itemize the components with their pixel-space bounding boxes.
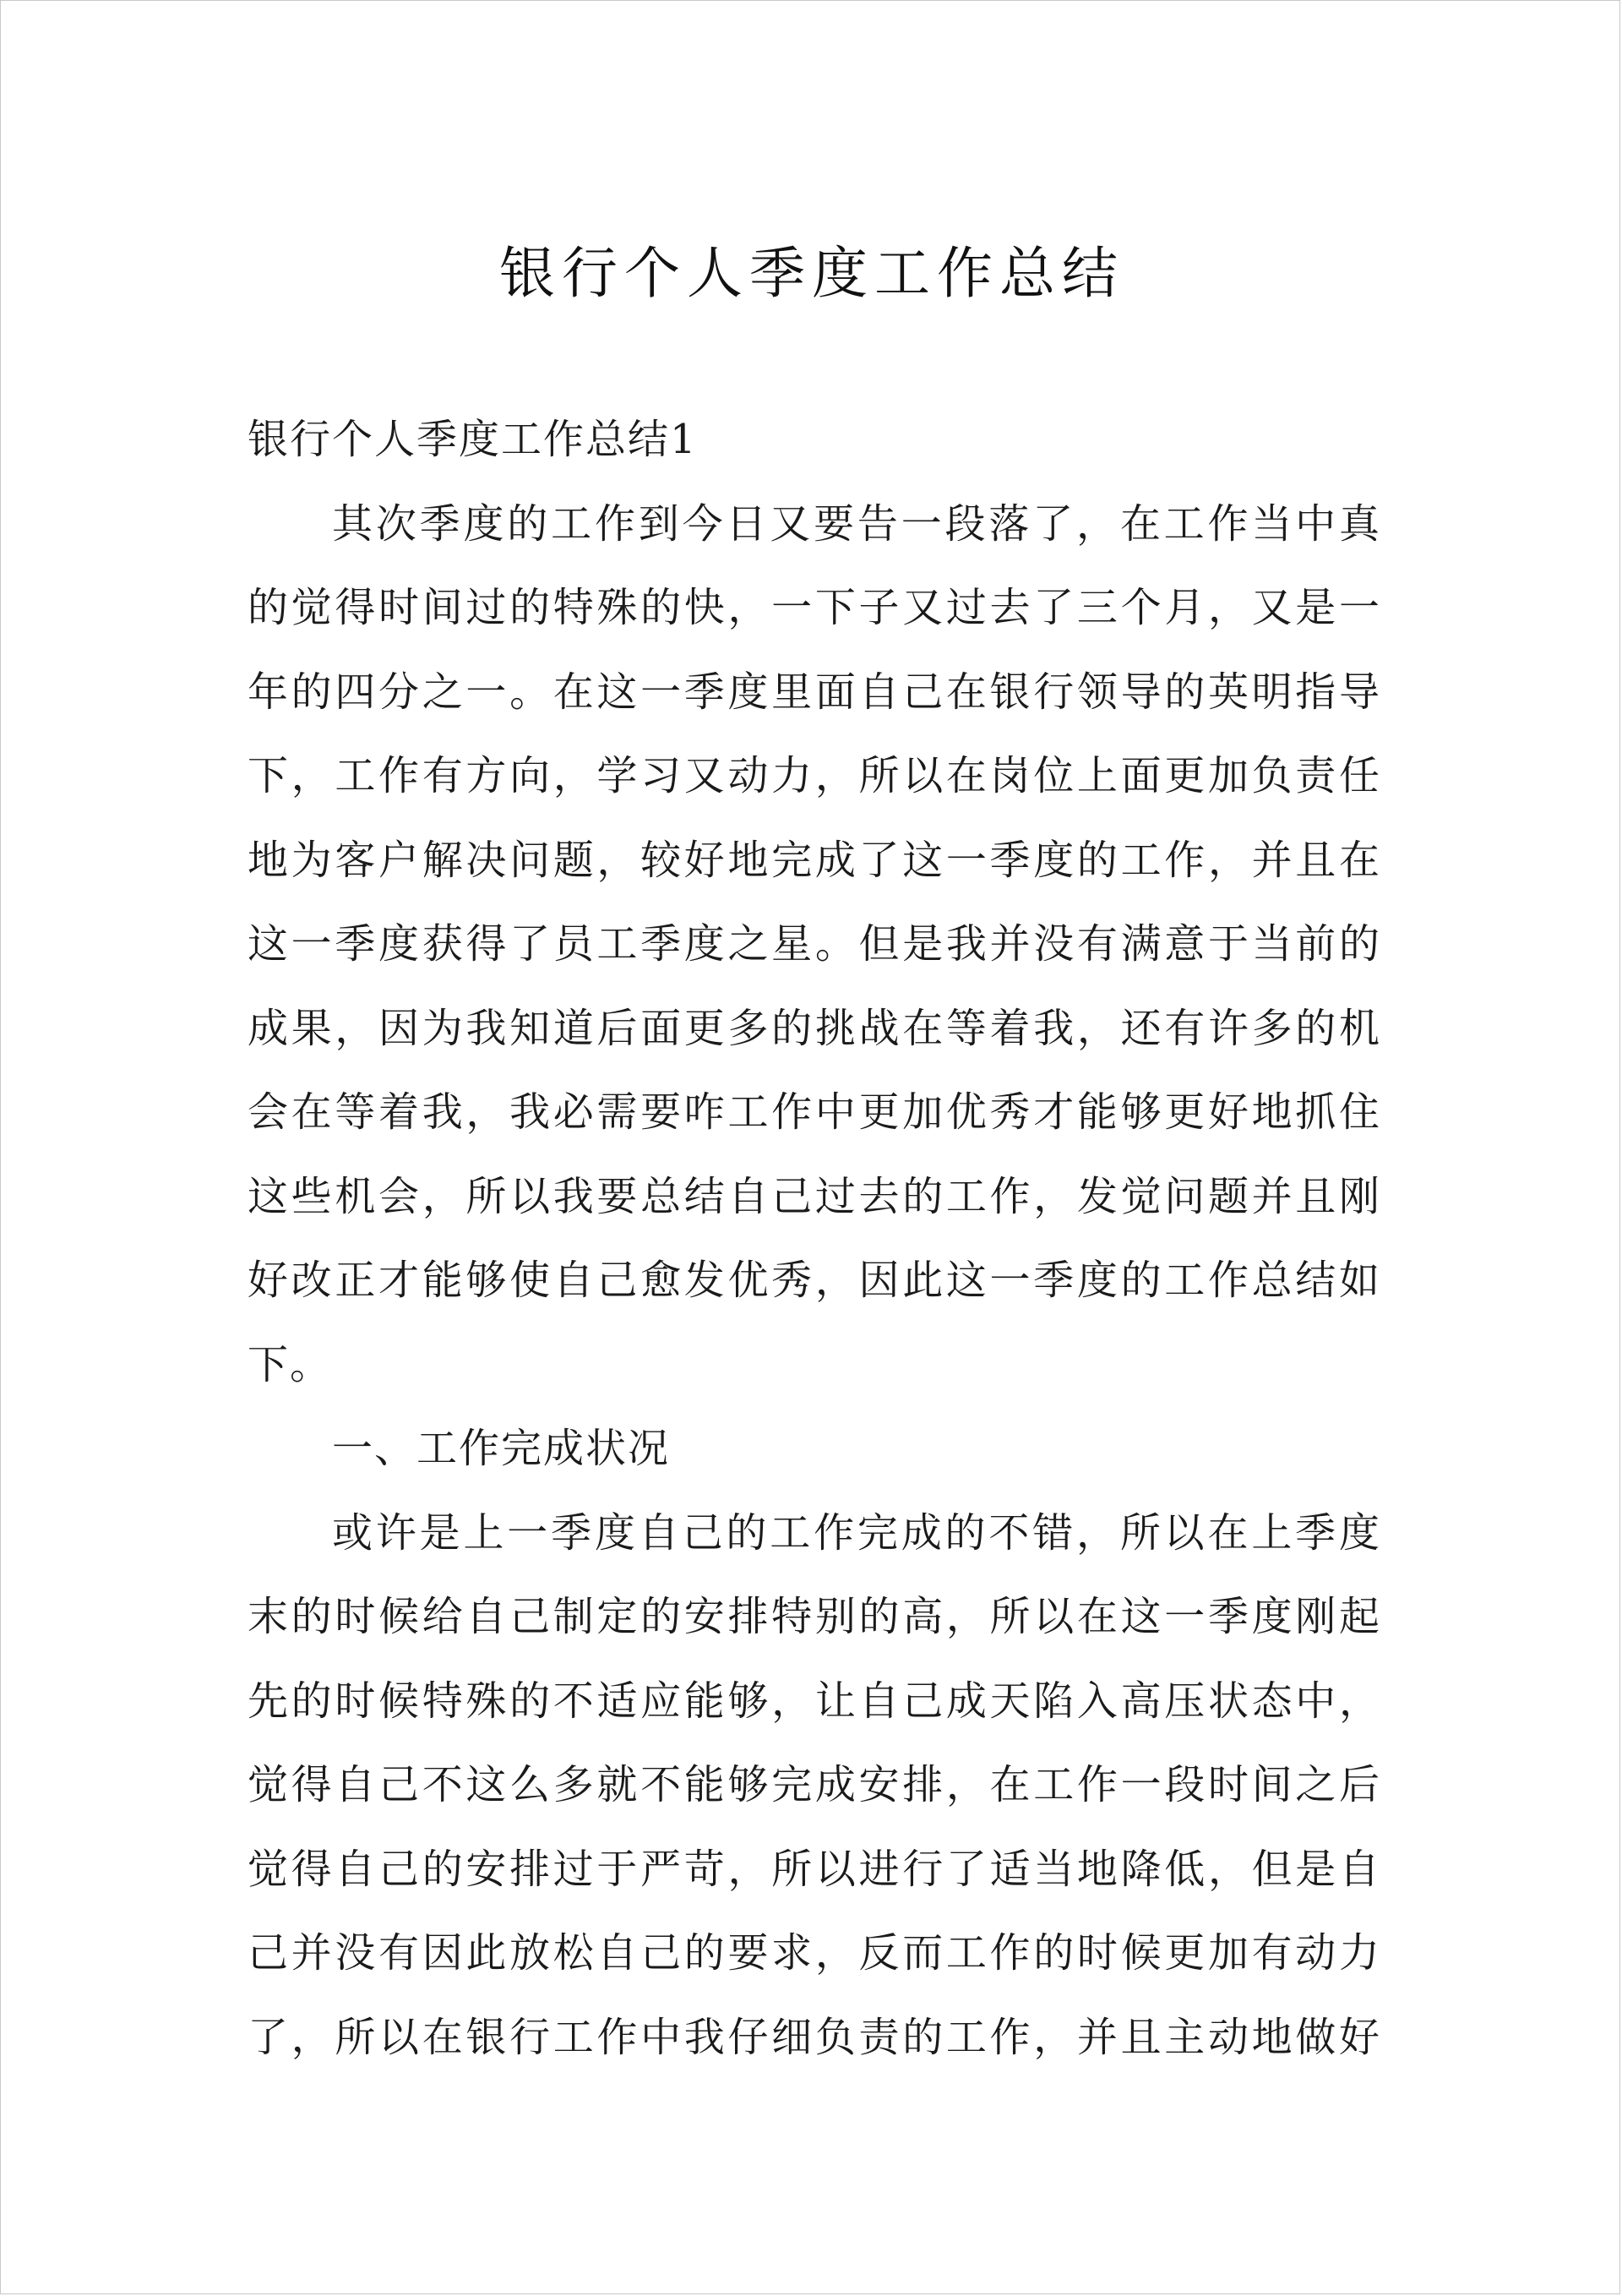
paragraph-line: 下。 bbox=[248, 1340, 333, 1388]
paragraph-line: 会在等着我，我必需要咋工作中更加优秀才能够更好地抓住 bbox=[248, 1088, 1380, 1136]
paragraph-line: 觉得自己不这么多就不能够完成安排，在工作一段时间之后 bbox=[248, 1761, 1380, 1808]
document-body bbox=[248, 398, 1380, 2080]
paragraph-line: 末的时候给自己制定的安排特别的高，所以在这一季度刚起 bbox=[248, 1593, 1380, 1640]
paragraph-line: 地为客户解决问题，较好地完成了这一季度的工作，并且在 bbox=[248, 836, 1380, 884]
paragraph-line: 的觉得时间过的特殊的快，一下子又过去了三个月，又是一 bbox=[248, 584, 1380, 631]
paragraph-line: 成果，因为我知道后面更多的挑战在等着我，还有许多的机 bbox=[248, 1004, 1380, 1052]
paragraph-line: 下，工作有方向，学习又动力，所以在岗位上面更加负责任 bbox=[248, 752, 1380, 799]
subheading: 一、工作完成状况 bbox=[332, 1425, 671, 1472]
paragraph-line: 己并没有因此放松自己的要求，反而工作的时候更加有动力 bbox=[248, 1929, 1380, 1977]
paragraph-line: 了，所以在银行工作中我仔细负责的工作，并且主动地做好 bbox=[248, 2013, 1380, 2061]
paragraph-line: 或许是上一季度自己的工作完成的不错，所以在上季度 bbox=[332, 1508, 1380, 1557]
paragraph-line: 年的四分之一。在这一季度里面自己在银行领导的英明指导 bbox=[248, 668, 1380, 716]
section-heading: 银行个人季度工作总结1 bbox=[248, 416, 698, 463]
paragraph-line: 这一季度获得了员工季度之星。但是我并没有满意于当前的 bbox=[248, 920, 1380, 968]
paragraph-2 bbox=[248, 1492, 1380, 2081]
paragraph-line: 这些机会，所以我要总结自己过去的工作，发觉问题并且刚 bbox=[248, 1172, 1380, 1220]
paragraph-line: 其次季度的工作到今日又要告一段落了，在工作当中真 bbox=[332, 499, 1380, 548]
paragraph-1 bbox=[248, 483, 1380, 1408]
paragraph-line: 觉得自己的安排过于严苛，所以进行了适当地降低，但是自 bbox=[248, 1845, 1380, 1893]
paragraph-line: 先的时候特殊的不适应能够，让自己成天陷入高压状态中， bbox=[248, 1677, 1380, 1725]
paragraph-line: 好改正才能够使自己愈发优秀，因此这一季度的工作总结如 bbox=[248, 1257, 1380, 1304]
document-title: 银行个人季度工作总结 bbox=[499, 241, 1124, 306]
